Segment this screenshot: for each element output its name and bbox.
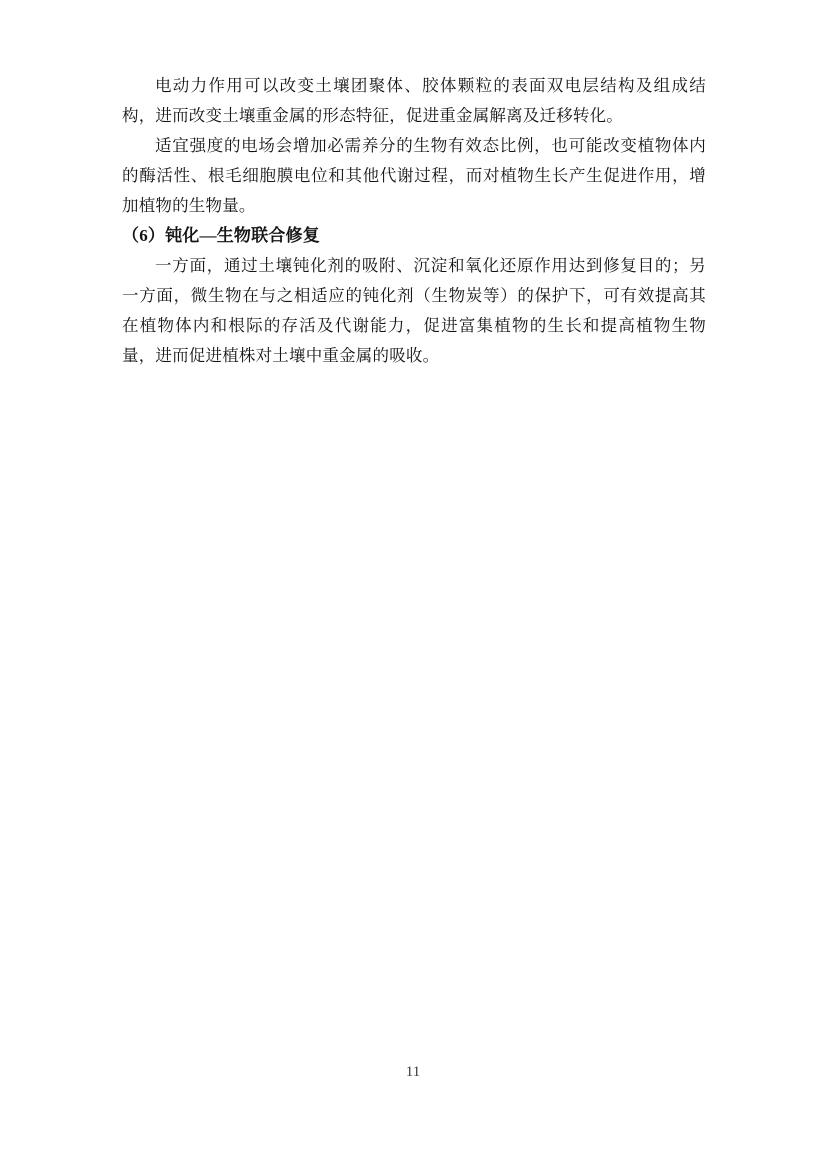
paragraph-electric-field-biomass: 适宜强度的电场会增加必需养分的生物有效态比例，也可能改变植物体内的酶活性、根毛细胞膜电位和其他代谢过程，而对植物生长产生促进作用，增加植物的生物量。: [122, 136, 706, 215]
paragraph-passivation-bio-mechanism: 一方面，通过土壤钝化剂的吸附、沉淀和氧化还原作用达到修复目的；另一方面，微生物在与之相适应的钝化剂（生物炭等）的保护下，可有效提高其在植物体内和根际的存活及代谢能力，促进富集植物的生长和提高植物生物量，进而促进植株对土壤中重金属的吸收。: [122, 256, 706, 365]
paragraph-electrokinetic-structure: 电动力作用可以改变土壤团聚体、胶体颗粒的表面双电层结构及组成结构，进而改变土壤重金属的形态特征，促进重金属解离及迁移转化。: [122, 76, 706, 125]
section-heading-passivation-bio-remediation: （6）钝化—生物联合修复: [122, 226, 320, 245]
page-footer: [0, 1062, 826, 1082]
page-number: 11: [405, 1064, 421, 1080]
page-content: [122, 71, 706, 371]
